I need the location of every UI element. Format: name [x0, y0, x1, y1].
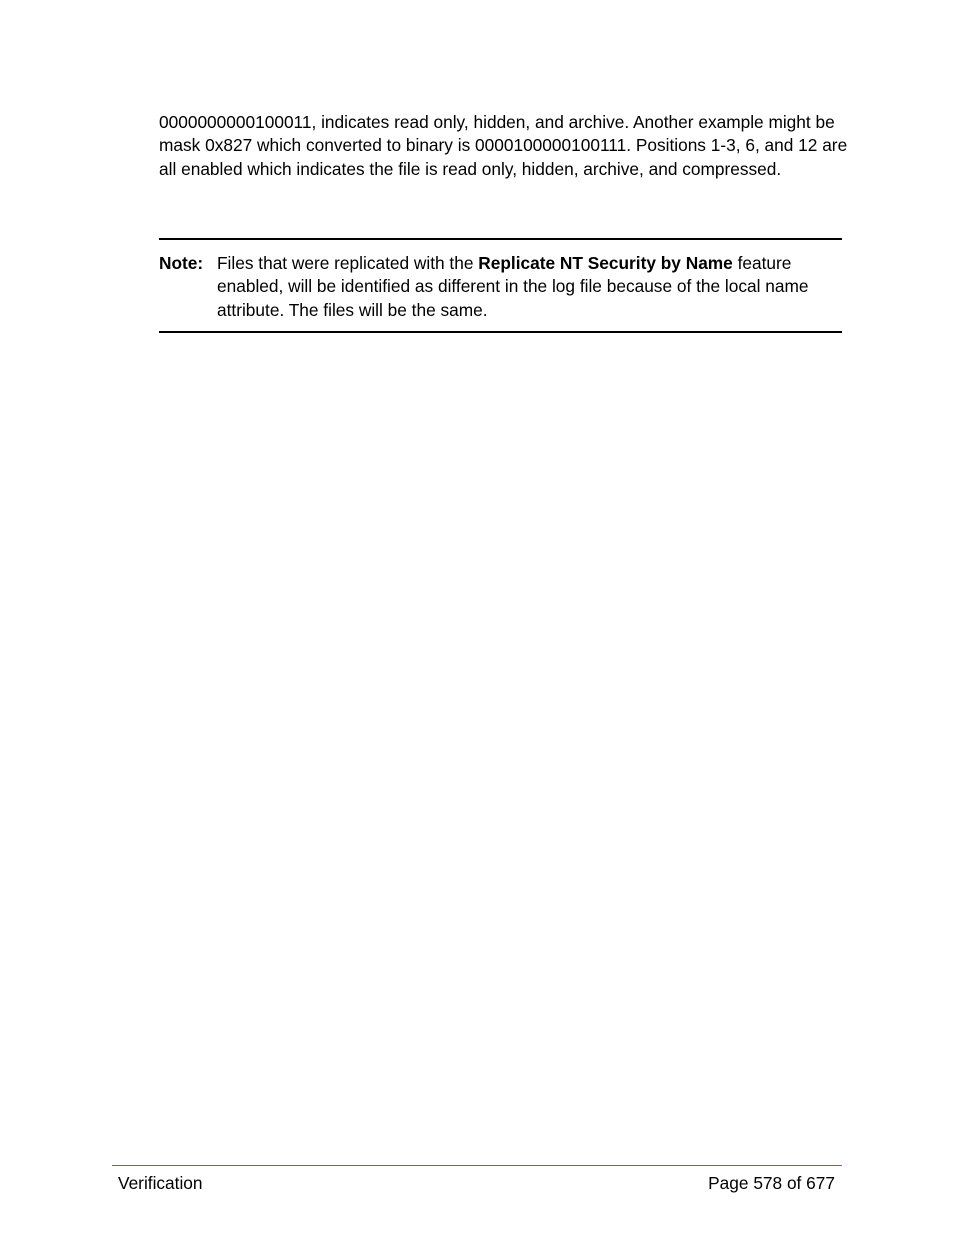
note-text-before: Files that were replicated with the [217, 253, 479, 273]
footer-page-number: Page 578 of 677 [708, 1173, 835, 1193]
note-label: Note: [159, 253, 204, 273]
note-content [159, 252, 842, 322]
footer-section-title: Verification [118, 1173, 203, 1193]
note-box [159, 238, 842, 333]
note-text-after: feature enabled, will be identified as different in the log file because of the local name attribute. The files will be the same. [217, 253, 809, 320]
footer-divider [112, 1165, 842, 1166]
body-paragraph: 0000000000100011, indicates read only, hidden, and archive. Another example might be mask 0x827 which converted to binary is 0000100000100111. Positions 1-3, 6, and 12 are all enabled which indicates the file is read only, hidden, archive, and compressed. [159, 112, 848, 179]
note-text [217, 252, 842, 322]
note-feature-name: Replicate NT Security by Name [478, 253, 733, 273]
